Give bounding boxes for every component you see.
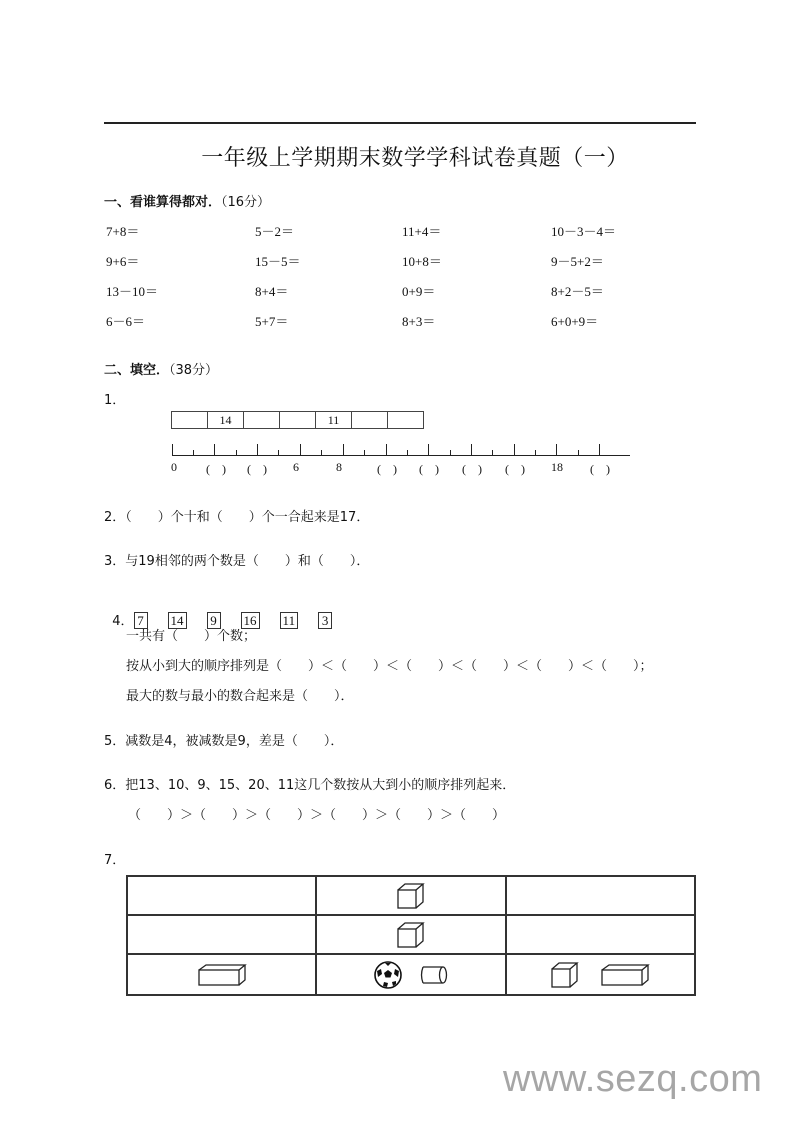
minor-tick	[578, 450, 579, 455]
question-6: 6．把13、10、9、15、20、11这几个数按从大到小的顺序排列起来．	[104, 778, 516, 793]
cuboid-icon	[197, 963, 247, 987]
axis-label-blank[interactable]: ( )	[247, 462, 267, 476]
table-cell	[316, 915, 505, 954]
cube-icon	[396, 921, 426, 949]
axis-label-blank[interactable]: ( )	[206, 462, 226, 476]
page-title: 一年级上学期期末数学学科试卷真题（一）	[201, 146, 629, 171]
q4-line-sum: 最大的数与最小的数合起来是（ ）．	[126, 689, 354, 704]
minor-tick	[450, 450, 451, 455]
boxed-number: 9	[207, 612, 221, 629]
number-boxes	[171, 411, 424, 429]
boxed-number: 11	[280, 612, 299, 629]
axis-label: 0	[171, 460, 177, 474]
axis-label-blank[interactable]: ( )	[505, 462, 525, 476]
equation: 10+8＝	[402, 254, 442, 269]
table-cell	[316, 876, 505, 915]
equation: 6－6＝	[106, 314, 146, 329]
major-tick	[428, 444, 429, 455]
axis-label-blank[interactable]: ( )	[590, 462, 610, 476]
cylinder-icon	[419, 965, 449, 985]
boxed-number: 3	[318, 612, 332, 629]
cube-icon	[550, 961, 580, 989]
major-tick	[172, 444, 173, 455]
axis-label: 6	[293, 460, 299, 474]
number-box[interactable]	[243, 411, 280, 429]
table-cell	[506, 915, 695, 954]
table-cell	[127, 915, 316, 954]
minor-tick	[193, 450, 194, 455]
equation: 9+6＝	[106, 254, 140, 269]
axis-label-blank[interactable]: ( )	[377, 462, 397, 476]
table-cell	[316, 954, 505, 995]
major-tick	[471, 444, 472, 455]
equation: 10－3－4＝	[551, 224, 617, 239]
axis-label-blank[interactable]: ( )	[462, 462, 482, 476]
minor-tick	[321, 450, 322, 455]
major-tick	[386, 444, 387, 455]
minor-tick	[492, 450, 493, 455]
section2-heading	[104, 359, 218, 378]
minor-tick	[278, 450, 279, 455]
question-2: 2．（ ）个十和（ ）个一合起来是17．	[104, 510, 370, 525]
q4-line-count: 一共有（ ）个数；	[126, 629, 257, 644]
equation: 5+7＝	[255, 314, 289, 329]
cube-icon	[396, 882, 426, 910]
equation: 11+4＝	[402, 224, 442, 239]
cuboid-icon	[600, 963, 650, 987]
minor-tick	[535, 450, 536, 455]
major-tick	[257, 444, 258, 455]
q4-line-order: 按从小到大的顺序排列是（ ）＜（ ）＜（ ）＜（ ）＜（ ）＜（ ）；	[126, 659, 653, 674]
equation: 0+9＝	[402, 284, 436, 299]
question-4	[104, 595, 352, 629]
minor-tick	[236, 450, 237, 455]
section2-heading-text: 二、填空．	[104, 363, 170, 378]
table-cell	[127, 954, 316, 995]
number-box[interactable]	[279, 411, 316, 429]
number-box[interactable]: 14	[207, 411, 244, 429]
axis-label: 8	[336, 460, 342, 474]
minor-tick	[407, 450, 408, 455]
axis-label-blank[interactable]: ( )	[419, 462, 439, 476]
equation: 9－5+2＝	[551, 254, 604, 269]
top-rule	[104, 122, 696, 124]
number-box[interactable]	[351, 411, 388, 429]
equation: 8+2－5＝	[551, 284, 604, 299]
equation: 6+0+9＝	[551, 314, 599, 329]
equation: 13－10＝	[106, 284, 159, 299]
major-tick	[214, 444, 215, 455]
number-box[interactable]	[387, 411, 424, 429]
boxed-number: 7	[134, 612, 148, 629]
major-tick	[556, 444, 557, 455]
q6-answer-line: （ ）＞（ ）＞（ ）＞（ ）＞（ ）＞（ ）	[128, 808, 506, 823]
equation: 5－2＝	[255, 224, 295, 239]
equation: 7+8＝	[106, 224, 140, 239]
number-box[interactable]: 11	[315, 411, 352, 429]
section1-points: （16分）	[221, 195, 271, 210]
major-tick	[343, 444, 344, 455]
soccer-ball-icon	[373, 960, 403, 990]
section1-heading	[104, 191, 270, 210]
table-cell	[506, 876, 695, 915]
axis-label: 18	[551, 460, 563, 474]
boxed-number: 14	[168, 612, 187, 629]
major-tick	[300, 444, 301, 455]
q1-label: 1．	[104, 393, 126, 408]
equation: 15－5＝	[255, 254, 301, 269]
number-line-axis	[172, 455, 630, 456]
equation: 8+3＝	[402, 314, 436, 329]
question-3: 3．与19相邻的两个数是（ ）和（ ）．	[104, 554, 370, 569]
minor-tick	[364, 450, 365, 455]
major-tick	[599, 444, 600, 455]
watermark: www.sezq.com	[503, 1058, 763, 1100]
q7-label: 7．	[104, 853, 126, 868]
number-box[interactable]	[171, 411, 208, 429]
table-cell	[506, 954, 695, 995]
equation: 8+4＝	[255, 284, 289, 299]
major-tick	[514, 444, 515, 455]
section1-heading-text: 一、看谁算得都对．	[104, 195, 222, 210]
table-cell	[127, 876, 316, 915]
boxed-number: 16	[241, 612, 260, 629]
section2-points: （38分）	[169, 363, 219, 378]
q4-label: 4．	[112, 614, 134, 629]
question-5: 5．减数是4，被减数是9，差是（ ）．	[104, 734, 344, 749]
shapes-table	[126, 875, 696, 996]
